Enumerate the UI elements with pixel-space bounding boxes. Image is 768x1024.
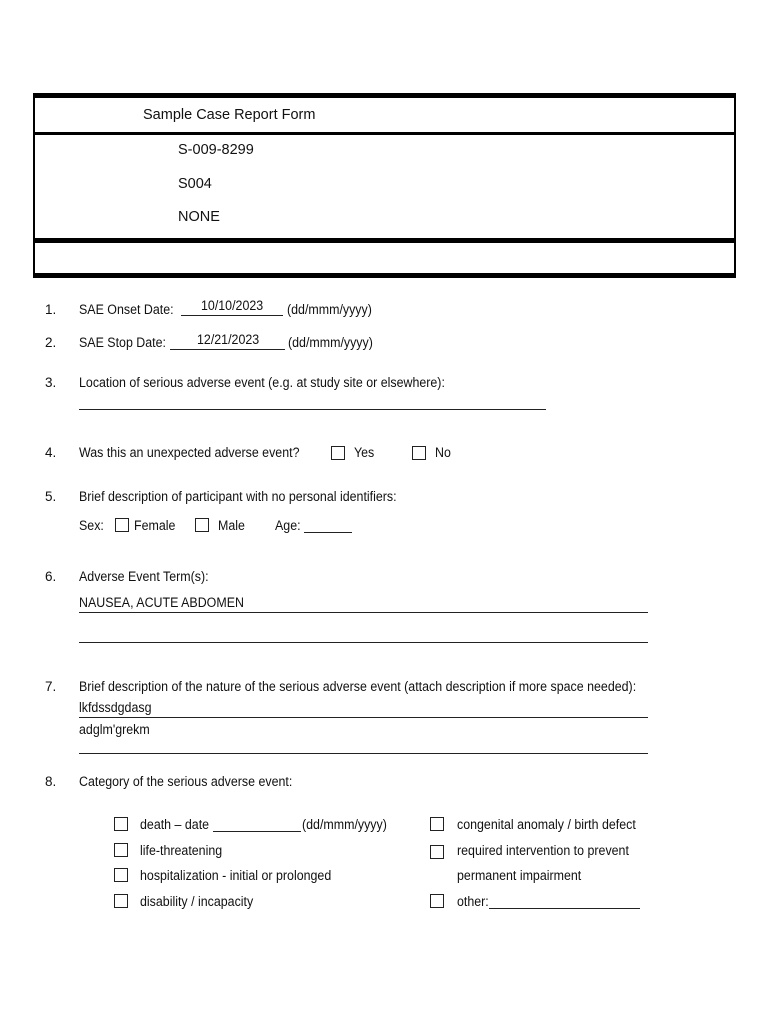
location-label: Location of serious adverse event (e.g. at study site or elsewhere):: [79, 375, 445, 390]
event-nature-line-2-value[interactable]: adglm'grekm: [79, 722, 150, 737]
event-nature-line-2: [79, 753, 648, 754]
header-right-border: [734, 93, 736, 278]
unexpected-yes-checkbox[interactable]: [331, 446, 345, 460]
item-number-7: 7.: [45, 679, 57, 694]
sae-stop-date-line: [170, 349, 285, 350]
header-lower-divider: [33, 238, 736, 243]
item-number-2: 2.: [45, 335, 57, 350]
sex-female-label: Female: [134, 518, 176, 533]
category-hospitalization-label: hospitalization - initial or prolonged: [140, 868, 332, 883]
other-input-line[interactable]: [489, 908, 640, 909]
category-congenital-label: congenital anomaly / birth defect: [457, 817, 636, 832]
sae-stop-date-format: (dd/mmm/yyyy): [288, 335, 373, 350]
item-number-6: 6.: [45, 569, 57, 584]
category-hospitalization-checkbox[interactable]: [114, 868, 128, 882]
item-number-4: 4.: [45, 445, 57, 460]
category-disability-label: disability / incapacity: [140, 894, 254, 909]
header-left-border: [33, 93, 35, 278]
category-intervention-checkbox[interactable]: [430, 845, 444, 859]
participant-description-label: Brief description of participant with no personal identifiers:: [79, 489, 397, 504]
category-life-threatening-label: life-threatening: [140, 843, 223, 858]
participant-id: NONE: [178, 209, 220, 225]
location-input-line[interactable]: [79, 409, 546, 410]
adverse-event-terms-line-2[interactable]: [79, 642, 648, 643]
category-death-label: death – date: [140, 817, 210, 832]
age-label: Age:: [275, 518, 301, 533]
category-disability-checkbox[interactable]: [114, 894, 128, 908]
adverse-event-terms-label: Adverse Event Term(s):: [79, 569, 209, 584]
header-bottom-border: [33, 273, 736, 278]
category-congenital-checkbox[interactable]: [430, 817, 444, 831]
header-title-divider: [33, 132, 736, 135]
sex-male-label: Male: [218, 518, 245, 533]
header-top-border: [33, 93, 736, 98]
event-nature-line-1: [79, 717, 648, 718]
sex-male-checkbox[interactable]: [195, 518, 209, 532]
age-input-line[interactable]: [304, 532, 352, 533]
sae-onset-date-label: SAE Onset Date:: [79, 302, 174, 317]
unexpected-yes-label: Yes: [354, 445, 375, 460]
adverse-event-terms-line-1: [79, 612, 648, 613]
event-nature-label: Brief description of the nature of the serious adverse event (attach description if more space needed):: [79, 679, 637, 694]
category-life-threatening-checkbox[interactable]: [114, 843, 128, 857]
item-number-1: 1.: [45, 302, 57, 317]
category-death-checkbox[interactable]: [114, 817, 128, 831]
unexpected-event-label: Was this an unexpected adverse event?: [79, 445, 300, 460]
unexpected-no-label: No: [435, 445, 451, 460]
form-title: Sample Case Report Form: [143, 107, 316, 123]
category-other-label: other:: [457, 894, 489, 909]
sae-onset-date-format: (dd/mmm/yyyy): [287, 302, 372, 317]
protocol-number: S-009-8299: [178, 142, 254, 158]
sae-stop-date-value[interactable]: 12/21/2023: [197, 332, 260, 347]
sae-onset-date-value[interactable]: 10/10/2023: [201, 298, 264, 313]
category-intervention-label-1: required intervention to prevent: [457, 843, 629, 858]
adverse-event-terms-value[interactable]: NAUSEA, ACUTE ABDOMEN: [79, 595, 244, 610]
sex-female-checkbox[interactable]: [115, 518, 129, 532]
item-number-3: 3.: [45, 375, 57, 390]
unexpected-no-checkbox[interactable]: [412, 446, 426, 460]
category-other-checkbox[interactable]: [430, 894, 444, 908]
sex-label: Sex:: [79, 518, 104, 533]
sae-stop-date-label: SAE Stop Date:: [79, 335, 166, 350]
category-intervention-label-2: permanent impairment: [457, 868, 582, 883]
category-death-format: (dd/mmm/yyyy): [302, 817, 387, 832]
site-number: S004: [178, 176, 212, 192]
category-label: Category of the serious adverse event:: [79, 774, 293, 789]
sae-onset-date-line: [181, 315, 283, 316]
death-date-input-line[interactable]: [213, 831, 301, 832]
event-nature-line-1-value[interactable]: lkfdssdgdasg: [79, 700, 152, 715]
item-number-8: 8.: [45, 774, 57, 789]
item-number-5: 5.: [45, 489, 57, 504]
